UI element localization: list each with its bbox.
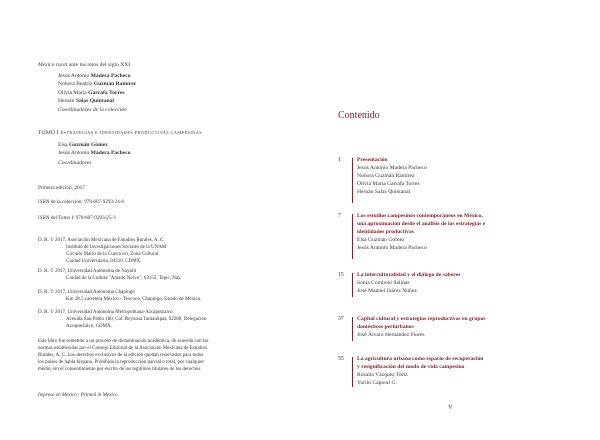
toc-title: La interculturalidad y el diálogo de saberes xyxy=(357,272,461,278)
toc-author: Jesús Antonio Madera Pacheco xyxy=(357,164,427,171)
toc-body xyxy=(357,272,460,296)
toc-title: Presentación xyxy=(357,157,388,163)
toc-title: Los estudios campesinos contemporáneos en México, xyxy=(357,213,483,219)
collection-title xyxy=(38,62,130,68)
toc-page-number: 15 xyxy=(338,272,344,278)
isbn-tomo: ISBN del Tomo I: 978-607-9293-25-3 xyxy=(38,215,116,221)
toc-accent-bar xyxy=(352,273,353,297)
copyright-block: D. R. © 2017, Asociación Mexicana de Estudios Rurales, A. C. Instituto de Investigaciones Sociales de la UNAM Circuito Mario de la Cueva s/n, Zona Cultural Ciudad Universitaria, 04510, CDMX. xyxy=(38,238,167,264)
toc-page-number: 55 xyxy=(338,356,344,362)
collection-title-rest: ante los retos del siglo XXI xyxy=(67,62,131,68)
contents-heading: Contenido xyxy=(338,110,380,121)
toc-author: José Álvaro Hernández Flores xyxy=(357,331,425,338)
collection-coordinators xyxy=(58,72,136,114)
copyright-block: D. R. © 2017, Universidad Autónoma Metropolitana-Azcapotzalco Avenida San Pablo 180, Col. Reynosa Tamaulipas, 02200, Delegación Azcapotzalco, CDMX. xyxy=(38,310,207,329)
toc-author: Sonia Comboni Salinas xyxy=(357,279,410,286)
toc-title: una aproximación desde el análisis de las estrategias e xyxy=(357,220,486,227)
toc-body xyxy=(357,316,485,340)
toc-body xyxy=(357,157,427,197)
legal-notice: Este libro fue sometido a un proceso de dictaminación académica, de acuerdo con las normas establecidas por el Consejo Editorial de la Asociación Mexicana de Estudios Rurales, A. C. Los derechos exclusivos de la edición quedan reservados para todos los países de habla hispana. Prohibida la reproducción parcial o total, por cualquier medio, sin el consentimiento por escrito de los legítimos titulares de los derechos. xyxy=(38,339,209,372)
coordinator-name: Elsa Guzmán Gómez xyxy=(58,142,108,148)
toc-body xyxy=(357,356,483,388)
contents-page xyxy=(300,0,600,440)
coordinator-name: Jesús Antonio Madera Pacheco xyxy=(58,73,131,79)
toc-author: Nohora Guzmán Ramírez xyxy=(357,172,415,179)
toc-accent-bar xyxy=(352,357,353,387)
toc-author: Hernán Salas Quintanal xyxy=(357,188,411,195)
toc-title: Capital cultural y estrategias reproductivas en grupos xyxy=(357,316,486,322)
copyright-block: D. R. © 2017, Universidad Autónoma Chapingo Km 38.5 carretera México - Texcoco, Chapingo, Estado de México. xyxy=(38,290,202,302)
tomo-coordinators xyxy=(58,141,131,167)
coordinator-name: Jesús Antonio Madera Pacheco xyxy=(58,150,131,157)
coordinator-name: Hernán Salas Quintanal xyxy=(58,97,114,104)
toc-accent-bar xyxy=(352,214,353,259)
copyright-block: D. R. © 2017, Universidad Autónoma de Nayarit Ciudad de la Cultura "Amado Nervo", 63155, Tepic, Nay. xyxy=(38,269,182,281)
toc-body xyxy=(357,213,485,253)
tomo-label: TOMO I xyxy=(38,130,59,136)
toc-accent-bar xyxy=(352,158,353,203)
coordinator-name: Olivia María Garrafa Torres xyxy=(58,89,125,96)
toc-author: Rosalía Vázquez Toríz xyxy=(357,371,408,378)
toc-page-number: 37 xyxy=(338,316,344,322)
coordinators-role: Coordinadores xyxy=(58,159,92,166)
toc-accent-bar xyxy=(352,317,353,341)
toc-title: y resignificación del modo de vida campesino xyxy=(357,363,465,370)
toc-author: José Manuel Juárez Núñez xyxy=(357,287,417,294)
toc-title: domésticos periurbanos xyxy=(357,323,414,330)
toc-author: Olivia María Garrafa Torres xyxy=(357,180,420,187)
coordinator-name: Nohora Beatriz Guzmán Ramírez xyxy=(58,81,137,88)
isbn-collection: ISBN de la colección: 978-607-9293-24-6 xyxy=(38,199,125,205)
edition-line: Primera edición, 2017 xyxy=(38,185,85,191)
toc-title: La agricultura urbana como espacio de recuperación xyxy=(357,356,484,362)
coordinators-role: Coordinadores de la colección xyxy=(58,107,127,114)
toc-page-number: 1 xyxy=(338,157,341,163)
toc-title: identidades productivas xyxy=(357,228,414,235)
toc-page-number: 7 xyxy=(338,213,341,219)
printed-in: Impreso en México | Printed in Mexico xyxy=(38,392,118,398)
page-folio: V xyxy=(448,405,453,411)
tomo-subtitle: ESTRATEGIAS E IDENTIDADES PRODUCTIVAS CAMPESINAS xyxy=(60,130,203,135)
toc-author: Jesús Antonio Madera Pacheco xyxy=(357,244,427,251)
toc-author: Elsa Guzmán Gómez xyxy=(357,236,405,243)
tomo-heading xyxy=(38,130,202,136)
collection-title-italic: México rural xyxy=(38,62,68,68)
toc-author: Yuribí Caporal G. xyxy=(357,379,397,386)
